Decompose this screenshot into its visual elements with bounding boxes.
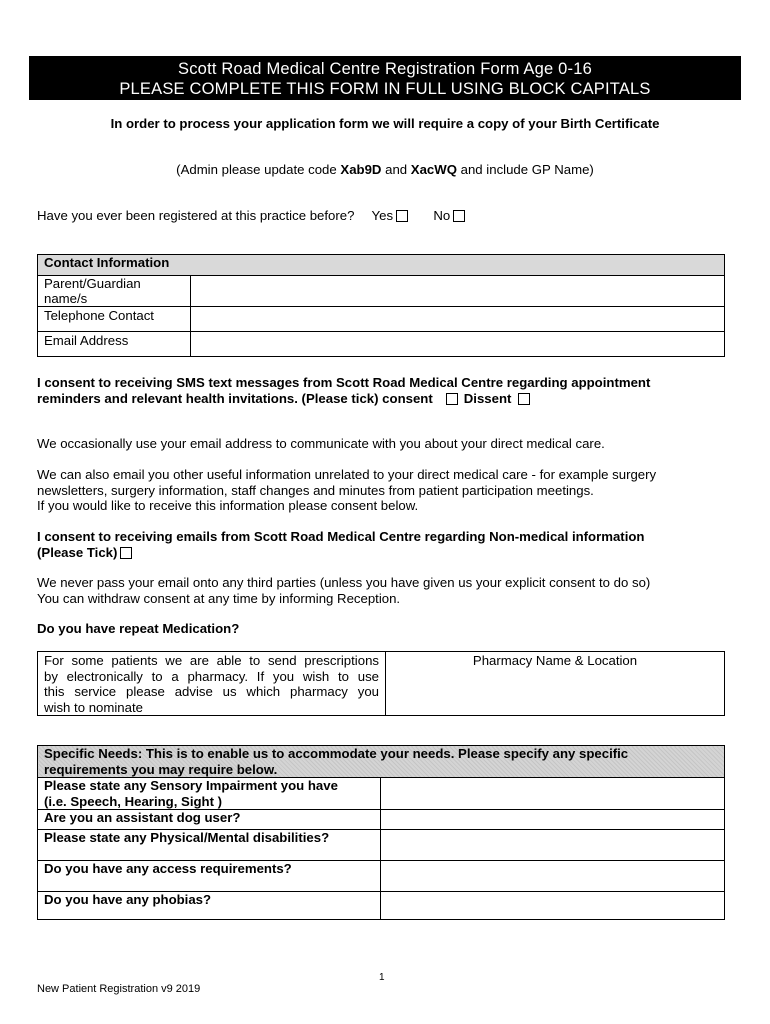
sms-consent-checkbox[interactable] <box>446 393 458 405</box>
third-parties-line2: You can withdraw consent at any time by informing Reception. <box>37 590 401 606</box>
third-parties-line1: We never pass your email onto any third parties (unless you have given us your explicit consent to do so) <box>37 575 651 590</box>
registered-before-row <box>37 208 465 223</box>
specific-needs-header-line1: Specific Needs: This is to enable us to accommodate your needs. Please specify any specific <box>44 746 629 761</box>
access-requirements-label: Do you have any access requirements? <box>38 861 381 892</box>
contact-information-header: Contact Information <box>38 255 725 276</box>
telephone-contact-label: Telephone Contact <box>38 307 191 332</box>
admin-note-suffix: and include GP Name) <box>456 162 594 177</box>
document-version: New Patient Registration v9 2019 <box>37 983 201 995</box>
prescription-info-line3: this service please advise us which pharmacy you <box>44 684 379 699</box>
phobias-field[interactable] <box>381 892 725 920</box>
admin-note-mid: and <box>381 162 411 177</box>
email-other-line1: We can also email you other useful information unrelated to your direct medical care - for example surgery <box>37 467 657 482</box>
registered-yes-checkbox[interactable] <box>396 210 408 222</box>
third-parties-statement <box>37 575 650 606</box>
admin-code-1: Xab9D <box>340 162 382 177</box>
parent-guardian-label-line2: name/s <box>44 291 88 306</box>
repeat-medication-question: Do you have repeat Medication? <box>37 621 240 636</box>
assistant-dog-field[interactable] <box>381 810 725 830</box>
admin-code-2: XacWQ <box>410 162 457 177</box>
sms-consent-block <box>37 375 650 406</box>
prescription-info-line4: wish to nominate <box>44 699 143 715</box>
form-title: Scott Road Medical Centre Registration Form Age 0-16 <box>178 60 592 78</box>
specific-needs-header <box>38 746 725 778</box>
parent-guardian-label-line1: Parent/Guardian <box>44 276 141 291</box>
email-use-statement: We occasionally use your email address to communicate with you about your direct medical care. <box>37 436 605 451</box>
email-address-field[interactable] <box>191 332 725 357</box>
sms-consent-line1: I consent to receiving SMS text messages from Scott Road Medical Centre regarding appointment <box>37 375 651 390</box>
pharmacy-name-label: Pharmacy Name & Location <box>472 653 638 668</box>
sms-dissent-label: Dissent <box>463 390 512 406</box>
parent-guardian-field[interactable] <box>191 276 725 307</box>
prescription-info-line1: For some patients we are able to send prescriptions <box>44 653 379 668</box>
access-requirements-field[interactable] <box>381 861 725 892</box>
telephone-contact-field[interactable] <box>191 307 725 332</box>
parent-guardian-label <box>38 276 191 307</box>
disabilities-label: Please state any Physical/Mental disabilities? <box>38 830 381 861</box>
assistant-dog-label: Are you an assistant dog user? <box>38 810 381 830</box>
sensory-impairment-line1: Please state any Sensory Impairment you have <box>44 778 338 793</box>
form-subtitle: PLEASE COMPLETE THIS FORM IN FULL USING BLOCK CAPITALS <box>119 80 651 98</box>
sensory-impairment-field[interactable] <box>381 778 725 810</box>
page-number: 1 <box>379 972 385 983</box>
sms-consent-label: reminders and relevant health invitations. (Please tick) consent <box>37 390 433 406</box>
admin-note-prefix: (Admin please update code <box>176 162 341 177</box>
form-title-bar <box>29 56 741 100</box>
email-consent-line1: I consent to receiving emails from Scott Road Medical Centre regarding Non-medical information <box>37 529 645 544</box>
sms-consent-line2 <box>37 391 650 407</box>
repeat-medication-table <box>37 651 725 716</box>
prescription-info-cell <box>38 652 386 716</box>
prescription-info-line2: by electronically to a pharmacy. If you wish to use <box>44 668 379 684</box>
email-other-info <box>37 467 656 514</box>
specific-needs-table <box>37 745 725 920</box>
registered-no-checkbox[interactable] <box>453 210 465 222</box>
birth-certificate-notice: In order to process your application form we will require a copy of your Birth Certificate <box>110 116 660 131</box>
email-other-line2: newsletters, surgery information, staff changes and minutes from patient participation meetings. <box>37 482 594 498</box>
email-consent-block <box>37 529 644 560</box>
sensory-impairment-line2: (i.e. Speech, Hearing, Sight ) <box>44 793 223 809</box>
disabilities-field[interactable] <box>381 830 725 861</box>
registered-before-question: Have you ever been registered at this practice before? <box>37 208 355 223</box>
registered-no-label: No <box>433 208 451 223</box>
contact-information-table <box>37 254 725 357</box>
phobias-label: Do you have any phobias? <box>38 892 381 920</box>
registered-yes-label: Yes <box>371 208 394 223</box>
email-address-label: Email Address <box>38 332 191 357</box>
email-consent-line2 <box>37 545 644 561</box>
email-consent-checkbox[interactable] <box>120 547 132 559</box>
sms-dissent-checkbox[interactable] <box>518 393 530 405</box>
email-consent-label: (Please Tick) <box>37 544 118 560</box>
specific-needs-header-line2: requirements you may require below. <box>44 761 278 777</box>
email-other-line3: If you would like to receive this information please consent below. <box>37 498 419 513</box>
sensory-impairment-label <box>38 778 381 810</box>
admin-note <box>0 162 770 177</box>
pharmacy-name-cell[interactable] <box>386 652 725 716</box>
